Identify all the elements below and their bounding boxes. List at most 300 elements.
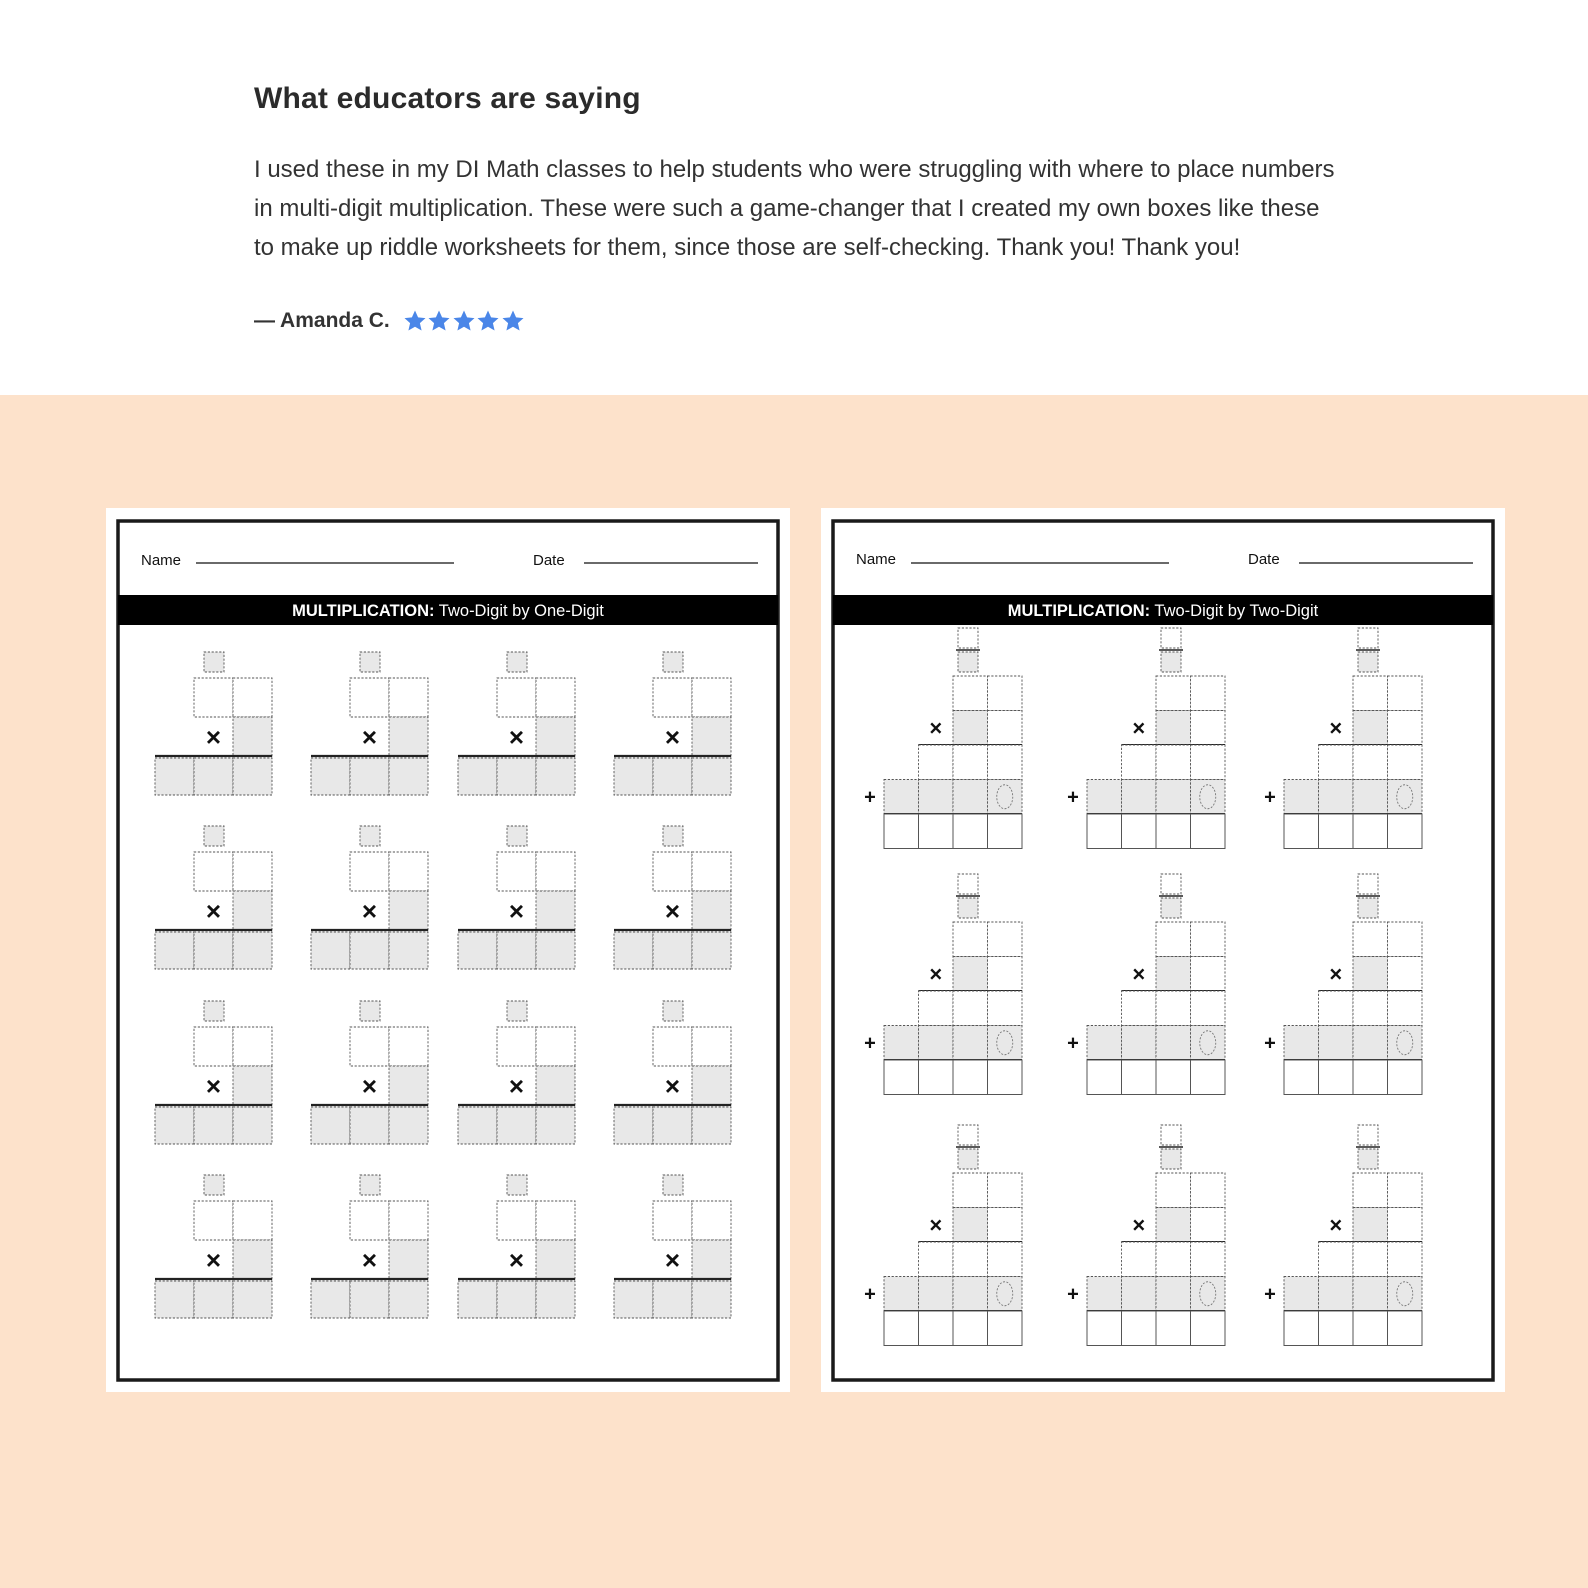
carry-box[interactable] [958, 1125, 978, 1145]
answer-box[interactable] [233, 1281, 272, 1318]
answer-box[interactable] [692, 1240, 731, 1279]
answer-box[interactable] [1087, 1060, 1122, 1095]
carry-box[interactable] [507, 1175, 527, 1195]
carry-box[interactable] [1161, 1149, 1181, 1169]
answer-box[interactable] [233, 1066, 272, 1105]
answer-box[interactable] [497, 852, 536, 891]
answer-box[interactable] [389, 1107, 428, 1144]
answer-box[interactable] [988, 1208, 1023, 1243]
answer-box[interactable] [1388, 957, 1423, 992]
answer-box[interactable] [1284, 814, 1319, 849]
carry-box[interactable] [360, 826, 380, 846]
answer-box[interactable] [614, 932, 653, 969]
answer-box[interactable] [233, 678, 272, 717]
answer-box[interactable] [233, 852, 272, 891]
answer-box[interactable] [1191, 957, 1226, 992]
answer-box[interactable] [988, 814, 1023, 849]
times-symbol: × [1329, 961, 1343, 987]
carry-box[interactable] [663, 652, 683, 672]
answer-box[interactable] [614, 1107, 653, 1144]
answer-box[interactable] [350, 678, 389, 717]
answer-box[interactable] [1122, 1026, 1157, 1061]
plus-symbol: + [1264, 1283, 1276, 1306]
answer-box[interactable] [1191, 1208, 1226, 1243]
times-symbol: × [205, 1071, 222, 1101]
answer-box[interactable] [1388, 1208, 1423, 1243]
answer-box[interactable] [988, 991, 1023, 1026]
answer-box[interactable] [1388, 814, 1423, 849]
answer-box[interactable] [233, 1107, 272, 1144]
answer-box[interactable] [1191, 676, 1226, 711]
answer-box[interactable] [614, 758, 653, 795]
answer-box[interactable] [953, 711, 988, 746]
carry-box[interactable] [1358, 874, 1378, 894]
answer-box[interactable] [919, 745, 954, 780]
answer-box[interactable] [1156, 1277, 1191, 1312]
answer-box[interactable] [919, 814, 954, 849]
answer-box[interactable] [350, 932, 389, 969]
answer-box[interactable] [1156, 745, 1191, 780]
answer-box[interactable] [1087, 1311, 1122, 1346]
answer-box[interactable] [194, 852, 233, 891]
answer-box[interactable] [389, 1240, 428, 1279]
carry-box[interactable] [360, 1001, 380, 1021]
times-symbol: × [1132, 1212, 1146, 1238]
answer-box[interactable] [536, 1201, 575, 1240]
answer-box[interactable] [1191, 814, 1226, 849]
carry-box[interactable] [1358, 1125, 1378, 1145]
answer-box[interactable] [1087, 1277, 1122, 1312]
answer-box[interactable] [1353, 1311, 1388, 1346]
answer-box[interactable] [1122, 1060, 1157, 1095]
answer-box[interactable] [884, 814, 919, 849]
answer-box[interactable] [536, 891, 575, 930]
answer-box[interactable] [350, 1107, 389, 1144]
carry-box[interactable] [360, 652, 380, 672]
answer-box[interactable] [988, 676, 1023, 711]
answer-box[interactable] [953, 1208, 988, 1243]
carry-box[interactable] [204, 1175, 224, 1195]
answer-box[interactable] [1388, 745, 1423, 780]
answer-box[interactable] [653, 1107, 692, 1144]
answer-box[interactable] [350, 852, 389, 891]
answer-box[interactable] [988, 1242, 1023, 1277]
answer-box[interactable] [536, 1027, 575, 1066]
times-symbol: × [205, 896, 222, 926]
answer-box[interactable] [194, 1027, 233, 1066]
carry-box[interactable] [958, 874, 978, 894]
answer-box[interactable] [311, 1107, 350, 1144]
answer-box[interactable] [884, 1277, 919, 1312]
answer-box[interactable] [1284, 1060, 1319, 1095]
carry-box[interactable] [507, 652, 527, 672]
plus-symbol: + [864, 1032, 876, 1055]
answer-box[interactable] [1319, 1311, 1354, 1346]
times-symbol: × [361, 896, 378, 926]
date-label: Date [533, 552, 565, 569]
answer-box[interactable] [1388, 711, 1423, 746]
testimonial-author: — Amanda C. [254, 309, 390, 332]
carry-box[interactable] [1358, 628, 1378, 648]
answer-box[interactable] [1388, 1060, 1423, 1095]
carry-box[interactable] [1161, 1125, 1181, 1145]
answer-box[interactable] [497, 1107, 536, 1144]
answer-box[interactable] [389, 1281, 428, 1318]
answer-box[interactable] [919, 991, 954, 1026]
carry-box[interactable] [507, 826, 527, 846]
answer-box[interactable] [988, 1311, 1023, 1346]
answer-box[interactable] [653, 1281, 692, 1318]
answer-box[interactable] [653, 1201, 692, 1240]
answer-box[interactable] [1284, 1026, 1319, 1061]
times-symbol: × [664, 896, 681, 926]
times-symbol: × [508, 1245, 525, 1275]
times-symbol: × [1329, 715, 1343, 741]
answer-box[interactable] [919, 1026, 954, 1061]
answer-box[interactable] [1156, 1173, 1191, 1208]
answer-box[interactable] [233, 932, 272, 969]
answer-box[interactable] [988, 745, 1023, 780]
answer-box[interactable] [233, 891, 272, 930]
answer-box[interactable] [692, 678, 731, 717]
answer-box[interactable] [692, 932, 731, 969]
answer-box[interactable] [1156, 1208, 1191, 1243]
answer-box[interactable] [536, 852, 575, 891]
answer-box[interactable] [953, 922, 988, 957]
star-rating [403, 309, 526, 333]
times-symbol: × [205, 1245, 222, 1275]
answer-box[interactable] [919, 1311, 954, 1346]
answer-box[interactable] [1191, 922, 1226, 957]
answer-box[interactable] [1191, 1060, 1226, 1095]
worksheet-page [821, 508, 1505, 1392]
answer-box[interactable] [311, 758, 350, 795]
answer-box[interactable] [884, 1060, 919, 1095]
answer-box[interactable] [953, 1242, 988, 1277]
carry-box[interactable] [958, 628, 978, 648]
star-icon [501, 309, 525, 333]
carry-box[interactable] [663, 1175, 683, 1195]
answer-box[interactable] [692, 852, 731, 891]
answer-box[interactable] [311, 1281, 350, 1318]
answer-box[interactable] [1353, 922, 1388, 957]
answer-box[interactable] [536, 1281, 575, 1318]
answer-box[interactable] [497, 678, 536, 717]
answer-box[interactable] [458, 932, 497, 969]
times-symbol: × [361, 1071, 378, 1101]
answer-box[interactable] [1122, 1242, 1157, 1277]
times-symbol: × [664, 722, 681, 752]
answer-box[interactable] [1122, 780, 1157, 815]
answer-box[interactable] [1156, 991, 1191, 1026]
answer-box[interactable] [1319, 814, 1354, 849]
answer-box[interactable] [233, 717, 272, 756]
answer-box[interactable] [1319, 780, 1354, 815]
carry-box[interactable] [1358, 898, 1378, 918]
answer-box[interactable] [953, 991, 988, 1026]
answer-box[interactable] [1191, 1173, 1226, 1208]
answer-box[interactable] [1388, 676, 1423, 711]
answer-box[interactable] [1353, 780, 1388, 815]
answer-box[interactable] [389, 932, 428, 969]
answer-box[interactable] [389, 1027, 428, 1066]
answer-box[interactable] [311, 932, 350, 969]
answer-box[interactable] [1353, 957, 1388, 992]
answer-box[interactable] [233, 1027, 272, 1066]
answer-box[interactable] [1353, 814, 1388, 849]
answer-box[interactable] [919, 780, 954, 815]
answer-box[interactable] [1284, 1277, 1319, 1312]
answer-box[interactable] [692, 717, 731, 756]
answer-box[interactable] [692, 1027, 731, 1066]
times-symbol: × [508, 1071, 525, 1101]
answer-box[interactable] [919, 1060, 954, 1095]
answer-box[interactable] [653, 932, 692, 969]
carry-box[interactable] [507, 1001, 527, 1021]
answer-box[interactable] [1388, 1173, 1423, 1208]
answer-box[interactable] [953, 1173, 988, 1208]
answer-box[interactable] [919, 1277, 954, 1312]
answer-box[interactable] [692, 1201, 731, 1240]
answer-box[interactable] [194, 1281, 233, 1318]
times-symbol: × [1329, 1212, 1343, 1238]
answer-box[interactable] [1156, 814, 1191, 849]
worksheet-title: MULTIPLICATION: Two-Digit by Two-Digit [1007, 602, 1319, 620]
answer-box[interactable] [1156, 957, 1191, 992]
answer-box[interactable] [497, 1201, 536, 1240]
answer-box[interactable] [350, 1027, 389, 1066]
carry-box[interactable] [958, 898, 978, 918]
answer-box[interactable] [692, 891, 731, 930]
answer-box[interactable] [1156, 1311, 1191, 1346]
answer-box[interactable] [953, 1026, 988, 1061]
answer-box[interactable] [919, 1242, 954, 1277]
answer-box[interactable] [389, 678, 428, 717]
answer-box[interactable] [1122, 814, 1157, 849]
answer-box[interactable] [653, 1027, 692, 1066]
answer-box[interactable] [692, 758, 731, 795]
answer-box[interactable] [1319, 1026, 1354, 1061]
answer-box[interactable] [953, 676, 988, 711]
times-symbol: × [508, 722, 525, 752]
answer-box[interactable] [1122, 1311, 1157, 1346]
answer-box[interactable] [1388, 1242, 1423, 1277]
answer-box[interactable] [1122, 991, 1157, 1026]
answer-box[interactable] [1156, 1242, 1191, 1277]
answer-box[interactable] [497, 758, 536, 795]
answer-box[interactable] [1284, 780, 1319, 815]
answer-box[interactable] [1191, 991, 1226, 1026]
star-icon [452, 309, 476, 333]
carry-box[interactable] [204, 652, 224, 672]
answer-box[interactable] [1087, 1026, 1122, 1061]
answer-box[interactable] [1353, 991, 1388, 1026]
answer-box[interactable] [1191, 711, 1226, 746]
answer-box[interactable] [1122, 745, 1157, 780]
carry-box[interactable] [958, 652, 978, 672]
worksheet-title: MULTIPLICATION: Two-Digit by One-Digit [292, 602, 604, 620]
answer-box[interactable] [536, 1240, 575, 1279]
times-symbol: × [1132, 961, 1146, 987]
answer-box[interactable] [536, 932, 575, 969]
plus-symbol: + [1067, 1283, 1079, 1306]
answer-box[interactable] [458, 1107, 497, 1144]
worksheet-page [106, 508, 790, 1392]
answer-box[interactable] [194, 1107, 233, 1144]
answer-box[interactable] [389, 891, 428, 930]
answer-box[interactable] [1191, 1242, 1226, 1277]
answer-box[interactable] [536, 1066, 575, 1105]
answer-box[interactable] [953, 780, 988, 815]
carry-box[interactable] [663, 826, 683, 846]
carry-box[interactable] [204, 1001, 224, 1021]
answer-box[interactable] [233, 1240, 272, 1279]
answer-box[interactable] [884, 1311, 919, 1346]
star-icon [427, 309, 451, 333]
answer-box[interactable] [194, 1201, 233, 1240]
answer-box[interactable] [1353, 1208, 1388, 1243]
times-symbol: × [361, 1245, 378, 1275]
answer-box[interactable] [953, 1277, 988, 1312]
answer-box[interactable] [458, 1281, 497, 1318]
testimonial-heading: What educators are saying [254, 82, 641, 115]
times-symbol: × [205, 722, 222, 752]
carry-box[interactable] [1161, 874, 1181, 894]
worksheet-two-digit-by-one-digit [106, 508, 790, 1392]
answer-box[interactable] [1319, 1060, 1354, 1095]
answer-box[interactable] [536, 717, 575, 756]
answer-box[interactable] [1319, 991, 1354, 1026]
plus-symbol: + [1264, 1032, 1276, 1055]
carry-box[interactable] [1161, 898, 1181, 918]
answer-box[interactable] [953, 1311, 988, 1346]
carry-box[interactable] [1161, 652, 1181, 672]
answer-box[interactable] [1191, 1311, 1226, 1346]
answer-box[interactable] [233, 1201, 272, 1240]
answer-box[interactable] [1191, 745, 1226, 780]
answer-box[interactable] [194, 678, 233, 717]
answer-box[interactable] [1087, 814, 1122, 849]
answer-box[interactable] [1156, 711, 1191, 746]
answer-box[interactable] [350, 758, 389, 795]
answer-box[interactable] [389, 1201, 428, 1240]
answer-box[interactable] [1319, 1277, 1354, 1312]
plus-symbol: + [864, 1283, 876, 1306]
answer-box[interactable] [953, 814, 988, 849]
answer-box[interactable] [953, 1060, 988, 1095]
answer-box[interactable] [653, 758, 692, 795]
answer-box[interactable] [884, 1026, 919, 1061]
answer-box[interactable] [536, 678, 575, 717]
answer-box[interactable] [389, 758, 428, 795]
answer-box[interactable] [653, 678, 692, 717]
answer-box[interactable] [155, 932, 194, 969]
answer-box[interactable] [653, 852, 692, 891]
answer-box[interactable] [497, 1027, 536, 1066]
answer-box[interactable] [1353, 1060, 1388, 1095]
answer-box[interactable] [1319, 1242, 1354, 1277]
answer-box[interactable] [1353, 1242, 1388, 1277]
answer-box[interactable] [350, 1281, 389, 1318]
testimonial-section [0, 0, 1588, 395]
answer-box[interactable] [155, 1107, 194, 1144]
star-icon [403, 309, 427, 333]
answer-box[interactable] [1156, 780, 1191, 815]
answer-box[interactable] [1156, 1060, 1191, 1095]
carry-box[interactable] [1161, 628, 1181, 648]
carry-box[interactable] [663, 1001, 683, 1021]
answer-box[interactable] [988, 1060, 1023, 1095]
answer-box[interactable] [1353, 1277, 1388, 1312]
times-symbol: × [929, 961, 943, 987]
answer-box[interactable] [953, 957, 988, 992]
answer-box[interactable] [1122, 1277, 1157, 1312]
carry-box[interactable] [958, 1149, 978, 1169]
name-label: Name [856, 551, 897, 568]
answer-box[interactable] [988, 1173, 1023, 1208]
answer-box[interactable] [1388, 991, 1423, 1026]
answer-box[interactable] [1388, 1311, 1423, 1346]
carry-box[interactable] [204, 826, 224, 846]
answer-box[interactable] [194, 758, 233, 795]
answer-box[interactable] [497, 1281, 536, 1318]
answer-box[interactable] [155, 1281, 194, 1318]
answer-box[interactable] [389, 852, 428, 891]
date-label: Date [1248, 551, 1280, 568]
answer-box[interactable] [1353, 745, 1388, 780]
answer-box[interactable] [1284, 1311, 1319, 1346]
answer-box[interactable] [497, 932, 536, 969]
answer-box[interactable] [536, 758, 575, 795]
answer-box[interactable] [1353, 711, 1388, 746]
answer-box[interactable] [1353, 676, 1388, 711]
answer-box[interactable] [1156, 922, 1191, 957]
name-label: Name [141, 552, 182, 569]
carry-box[interactable] [1358, 652, 1378, 672]
answer-box[interactable] [1353, 1026, 1388, 1061]
answer-box[interactable] [1087, 780, 1122, 815]
answer-box[interactable] [988, 711, 1023, 746]
answer-box[interactable] [988, 922, 1023, 957]
star-icon [476, 309, 500, 333]
answer-box[interactable] [988, 957, 1023, 992]
carry-box[interactable] [1358, 1149, 1378, 1169]
answer-box[interactable] [692, 1066, 731, 1105]
answer-box[interactable] [1353, 1173, 1388, 1208]
answer-box[interactable] [389, 717, 428, 756]
times-symbol: × [929, 1212, 943, 1238]
answer-box[interactable] [1156, 676, 1191, 711]
answer-box[interactable] [1388, 922, 1423, 957]
answer-box[interactable] [194, 932, 233, 969]
plus-symbol: + [1067, 786, 1079, 809]
answer-box[interactable] [155, 758, 194, 795]
carry-box[interactable] [360, 1175, 380, 1195]
answer-box[interactable] [614, 1281, 653, 1318]
answer-box[interactable] [536, 1107, 575, 1144]
answer-box[interactable] [1156, 1026, 1191, 1061]
answer-box[interactable] [953, 745, 988, 780]
answer-box[interactable] [233, 758, 272, 795]
times-symbol: × [929, 715, 943, 741]
answer-box[interactable] [350, 1201, 389, 1240]
answer-box[interactable] [692, 1107, 731, 1144]
answer-box[interactable] [1319, 745, 1354, 780]
answer-box[interactable] [692, 1281, 731, 1318]
answer-box[interactable] [458, 758, 497, 795]
answer-box[interactable] [884, 780, 919, 815]
answer-box[interactable] [389, 1066, 428, 1105]
